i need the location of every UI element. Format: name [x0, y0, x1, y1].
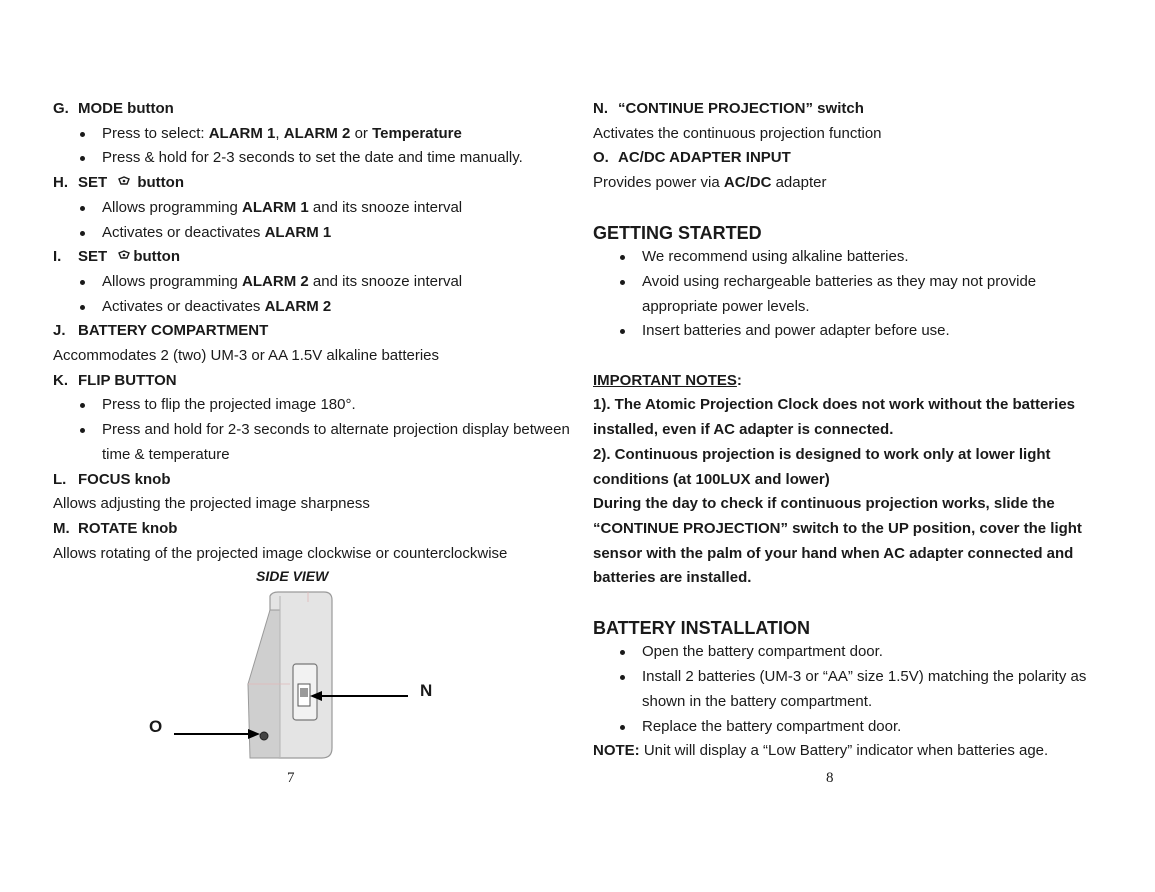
section-text: Allows adjusting the projected image sharpness — [53, 495, 370, 513]
important-note-line: 2). Continuous projection is designed to work only at lower light — [593, 445, 1051, 463]
list-item: Replace the battery compartment door. — [593, 715, 1063, 740]
section-m-header — [53, 517, 543, 542]
switch-slider — [300, 688, 308, 697]
section-text: Provides power via AC/DC adapter — [593, 174, 827, 192]
important-notes-heading: IMPORTANT NOTES: — [593, 371, 742, 389]
right-page — [593, 97, 1087, 764]
left-page — [53, 97, 570, 566]
section-letter: J. — [53, 322, 66, 340]
page-number-left: 7 — [287, 770, 295, 786]
list-item-continuation: time & temperature — [102, 445, 230, 463]
section-text: Accommodates 2 (two) UM-3 or AA 1.5V alkaline batteries — [53, 347, 440, 365]
section-text: Activates the continuous projection function — [593, 124, 882, 142]
list-item: Activates or deactivates ALARM 2 — [53, 295, 543, 320]
side-view-title: SIDE VIEW — [256, 568, 329, 584]
list-item: Activates or deactivates ALARM 1 — [53, 221, 543, 246]
section-title: “CONTINUE PROJECTION” switch — [618, 100, 864, 117]
important-note-line: During the day to check if continuous projection works, slide the — [593, 495, 1055, 513]
list-item-continuation: appropriate power levels. — [642, 297, 810, 315]
section-letter: N. — [593, 100, 608, 117]
section-text: Allows rotating of the projected image clockwise or counterclockwise — [53, 544, 508, 562]
important-note-line: installed, even if AC adapter is connected. — [593, 421, 894, 439]
battery-note: NOTE: Unit will display a “Low Battery” indicator when batteries age. — [593, 742, 1049, 760]
list-item: Insert batteries and power adapter before use. — [593, 319, 1063, 344]
list-item: We recommend using alkaline batteries. — [593, 245, 1063, 270]
callout-label-n: N — [420, 681, 433, 700]
list-item: Press and hold for 2-3 seconds to alternate projection display between — [53, 418, 543, 443]
list-item: Allows programming ALARM 2 and its snooze interval — [53, 270, 543, 295]
section-title: SET — [78, 248, 108, 266]
section-letter: K. — [53, 371, 68, 389]
important-note-line: 1). The Atomic Projection Clock does not work without the batteries — [593, 396, 1075, 414]
section-title: BATTERY COMPARTMENT — [78, 322, 269, 340]
section-h-header: H. SET button — [53, 171, 543, 196]
list-item: Avoid using rechargeable batteries as they may not provide — [593, 270, 1063, 295]
section-letter: G. — [53, 100, 69, 117]
section-letter: H. — [53, 174, 68, 192]
side-view-illustration — [140, 588, 440, 766]
getting-started-heading: GETTING STARTED — [593, 222, 762, 243]
important-note-line: batteries are installed. — [593, 569, 752, 587]
battery-installation-heading: BATTERY INSTALLATION — [593, 617, 810, 638]
section-l-header — [53, 468, 543, 493]
section-title: SET — [78, 174, 108, 192]
important-note-line: conditions (at 100LUX and lower) — [593, 470, 830, 488]
list-item: Press to flip the projected image 180°. — [53, 393, 543, 418]
section-title: MODE button — [78, 100, 174, 117]
important-note-line: sensor with the palm of your hand when AC adapter connected and — [593, 544, 1074, 562]
section-letter: L. — [53, 470, 67, 488]
adapter-jack — [260, 732, 268, 740]
callout-label-o: O — [149, 717, 163, 736]
section-title: FOCUS knob — [78, 470, 171, 488]
section-title: FLIP BUTTON — [78, 371, 177, 389]
list-item: Allows programming ALARM 1 and its snooze interval — [53, 196, 543, 221]
list-item-continuation: shown in the battery compartment. — [642, 692, 873, 710]
list-item: Press to select: ALARM 1, ALARM 2 or Temperature — [53, 122, 543, 147]
important-note-line: “CONTINUE PROJECTION” switch to the UP position, cover the light — [593, 519, 1082, 537]
section-letter: I. — [53, 248, 62, 266]
section-title: AC/DC ADAPTER INPUT — [618, 149, 791, 167]
page-number-right: 8 — [826, 770, 834, 786]
list-item: Press & hold for 2-3 seconds to set the date and time manually. — [53, 146, 543, 171]
section-i-header: I. SET button — [53, 245, 543, 270]
alarm-bell-icon — [117, 171, 131, 183]
section-n-header — [593, 97, 1063, 122]
section-j-header — [53, 319, 543, 344]
list-item: Install 2 batteries (UM-3 or “AA” size 1.5V) matching the polarity as — [593, 665, 1063, 690]
list-item: Open the battery compartment door. — [593, 640, 1063, 665]
section-k-header — [53, 369, 543, 394]
section-o-header — [593, 146, 1063, 171]
section-letter: M. — [53, 519, 70, 537]
section-letter: O. — [593, 149, 609, 167]
section-title: ROTATE knob — [78, 519, 178, 537]
alarm-bell-icon — [117, 245, 131, 257]
section-g-header — [53, 97, 543, 122]
